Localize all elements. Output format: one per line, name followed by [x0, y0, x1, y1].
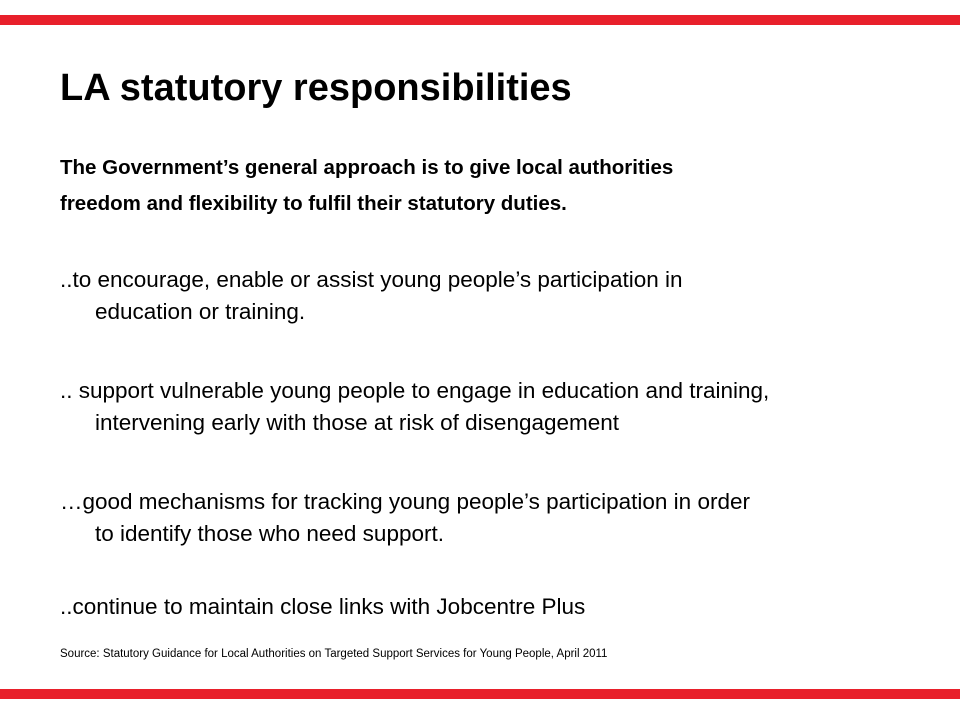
slide-title: LA statutory responsibilities	[60, 67, 572, 109]
bottom-accent-bar	[0, 689, 960, 699]
point-line: …good mechanisms for tracking young people’s participation in order	[60, 489, 750, 514]
intro-paragraph	[60, 150, 920, 222]
point-line: .. support vulnerable young people to engage in education and training,	[60, 378, 770, 403]
source-citation: Source: Statutory Guidance for Local Authorities on Targeted Support Services for Young People, April 2011	[60, 648, 608, 660]
point-line-continuation: education or training.	[95, 299, 306, 324]
point-jobcentre-links	[60, 591, 930, 623]
point-line-continuation: to identify those who need support.	[95, 521, 444, 546]
point-line: ..to encourage, enable or assist young people’s participation in	[60, 267, 683, 292]
point-line-continuation: intervening early with those at risk of disengagement	[95, 410, 620, 435]
top-accent-bar	[0, 15, 960, 25]
point-line: ..continue to maintain close links with Jobcentre Plus	[60, 594, 586, 619]
point-tracking-mechanisms	[60, 486, 930, 550]
intro-line-2: freedom and flexibility to fulfil their statutory duties.	[60, 192, 567, 215]
point-encourage-participation	[60, 264, 930, 328]
intro-line-1: The Government’s general approach is to give local authorities	[60, 156, 674, 179]
point-support-vulnerable	[60, 375, 930, 439]
